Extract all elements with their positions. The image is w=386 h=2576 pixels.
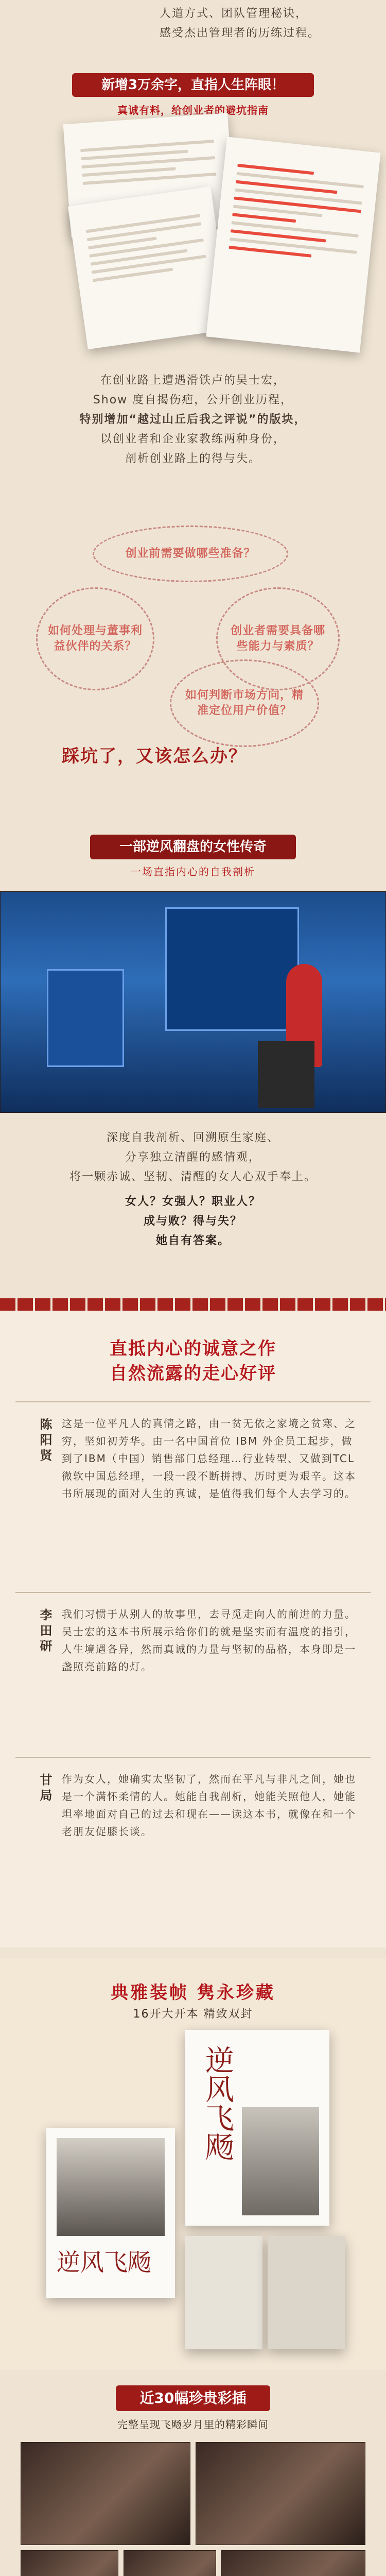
founder-line-4: 以创业者和企业家教练两种身份， <box>100 433 286 446</box>
podium <box>258 1041 314 1108</box>
woman-line-6: 她自有答案。 <box>155 1234 230 1247</box>
question-bubble-3: 创业者需要具备哪些能力与素质？ <box>216 587 340 690</box>
photo-4 <box>124 2550 216 2576</box>
book-front-photo <box>57 2138 165 2236</box>
praise-item-2 <box>15 1592 371 1747</box>
intro-line-1: 人道方式、团队管理秘诀， <box>160 7 308 20</box>
praise-text-3: 作为女人，她确实太坚韧了，然而在平凡与非凡之间，她也是一个满怀柔情的人。她能自我剖析，她能关照他人，她能坦率地面对自己的过去和现在——读这本书，就像在和一个老朋友促膝长谈。 <box>62 1773 356 1838</box>
praise-item-1 <box>15 1401 371 1582</box>
question-bubble-1: 创业前需要做哪些准备？ <box>93 526 288 582</box>
intro-section <box>0 0 386 62</box>
binding-subtitle: 16开大开本 精致双封 <box>133 2008 253 2021</box>
book-front-title: 逆风飞飏 <box>57 2248 151 2276</box>
photo-5 <box>221 2550 365 2576</box>
legend-title: 一部逆风翻盘的女性传奇 <box>90 835 296 859</box>
praise-author-1: 陈阳贤 <box>38 1418 52 1464</box>
praise-text-2: 我们习惯于从别人的故事里，去寻觅走向人的前进的力量。吴士宏的这本书所展示给你们的就是坚实而有温度的指引，人生境遇各异，然而真诚的力量与坚韧的品格，本身即是一盏照亮前路的灯。 <box>62 1608 356 1673</box>
praise-title-2: 自然流露的走心好评 <box>110 1363 276 1384</box>
open-book-illustration <box>0 118 386 361</box>
photos-subtitle: 完整呈现飞飏岁月里的精彩瞬间 <box>117 2418 269 2431</box>
founder-emphasis-quote: “越过山丘后我之评说”的版块， <box>129 413 307 426</box>
new-edition-header <box>0 62 386 116</box>
book-cover-front <box>46 2128 175 2298</box>
book-cover-photo <box>242 2107 319 2215</box>
book-cover-back <box>185 2030 329 2226</box>
woman-line-3: 将一颗赤诚、坚韧、清醒的女人心双手奉上。 <box>69 1171 317 1183</box>
stage-screen-center <box>165 907 299 1031</box>
founder-line-1: 在创业路上遭遇滑铁卢的吴士宏， <box>100 374 286 387</box>
woman-line-4: 女人？女强人？职业人？ <box>125 1195 261 1208</box>
book-spine-2 <box>268 2236 345 2349</box>
photos-section <box>0 2380 386 2576</box>
stage-photo-section <box>0 891 386 1118</box>
woman-line-5: 成与败？得与失？ <box>143 1215 242 1228</box>
praise-title-1: 直抵内心的诚意之作 <box>110 1338 276 1359</box>
new-edition-title: 新增3万余字，直指人生阵眼！ <box>72 73 314 97</box>
founder-text-section <box>0 371 386 505</box>
book-spine-1 <box>185 2236 262 2349</box>
founder-emphasis: 特别增加 <box>79 413 129 426</box>
legend-subtitle: 一场直指内心的自我剖析 <box>131 866 255 878</box>
photo-2 <box>196 2442 365 2545</box>
new-edition-subtitle: 真诚有料，给创业者的避坑指南 <box>117 104 269 116</box>
stage-screen-left <box>47 969 124 1067</box>
woman-line-2: 分享独立清醒的感情观， <box>125 1151 261 1164</box>
photos-title: 近30幅珍贵彩插 <box>116 2385 270 2411</box>
praise-section <box>0 1298 386 1947</box>
woman-line-1: 深度自我剖析、回溯原生家庭、 <box>106 1131 279 1144</box>
praise-author-2: 李田研 <box>38 1608 52 1655</box>
ibm-stage-photo <box>0 891 386 1113</box>
praise-item-3 <box>15 1757 371 1927</box>
legend-header <box>0 824 386 881</box>
question-bubble-4: 如何判断市场方向，精准定位用户价值？ <box>170 659 319 747</box>
question-bubbles <box>0 515 386 804</box>
founder-line-3 <box>0 410 386 430</box>
binding-section <box>0 1958 386 2370</box>
book-page-middle <box>68 187 231 349</box>
founder-line-2: Show 度自揭伤疤，公开创业历程， <box>93 394 293 406</box>
woman-text-section <box>0 1128 386 1283</box>
founder-line-5: 剖析创业路上的得与失。 <box>125 452 261 465</box>
praise-author-3: 甘局 <box>38 1773 52 1804</box>
question-conclusion: 踩坑了，又该怎么办？ <box>62 746 247 767</box>
question-bubble-2: 如何处理与董事利益伙伴的关系？ <box>36 587 154 690</box>
book-page-right-highlighted <box>206 137 380 352</box>
book-title-vertical: 逆风飞飏 <box>201 2045 234 2161</box>
praise-divider <box>0 1298 386 1311</box>
binding-title: 典雅装帧 隽永珍藏 <box>111 1982 275 2003</box>
praise-text-1: 这是一位平凡人的真情之路，由一贫无依之家境之贫寒、之穷，坚如初芳华。由一名中国首位 IBM 外企员工起步，做到了IBM（中国）销售部门总经理…行业转型、又做到TCL微软中国总经理，一段一段不断拼搏、历时更为艰辛。这本书所展现的面对人生的真诚，是值得我们每个人去学习的。 <box>62 1417 356 1500</box>
photo-1 <box>21 2442 190 2545</box>
intro-line-2: 感受杰出管理者的历练过程。 <box>160 27 321 40</box>
photo-3 <box>21 2550 118 2576</box>
